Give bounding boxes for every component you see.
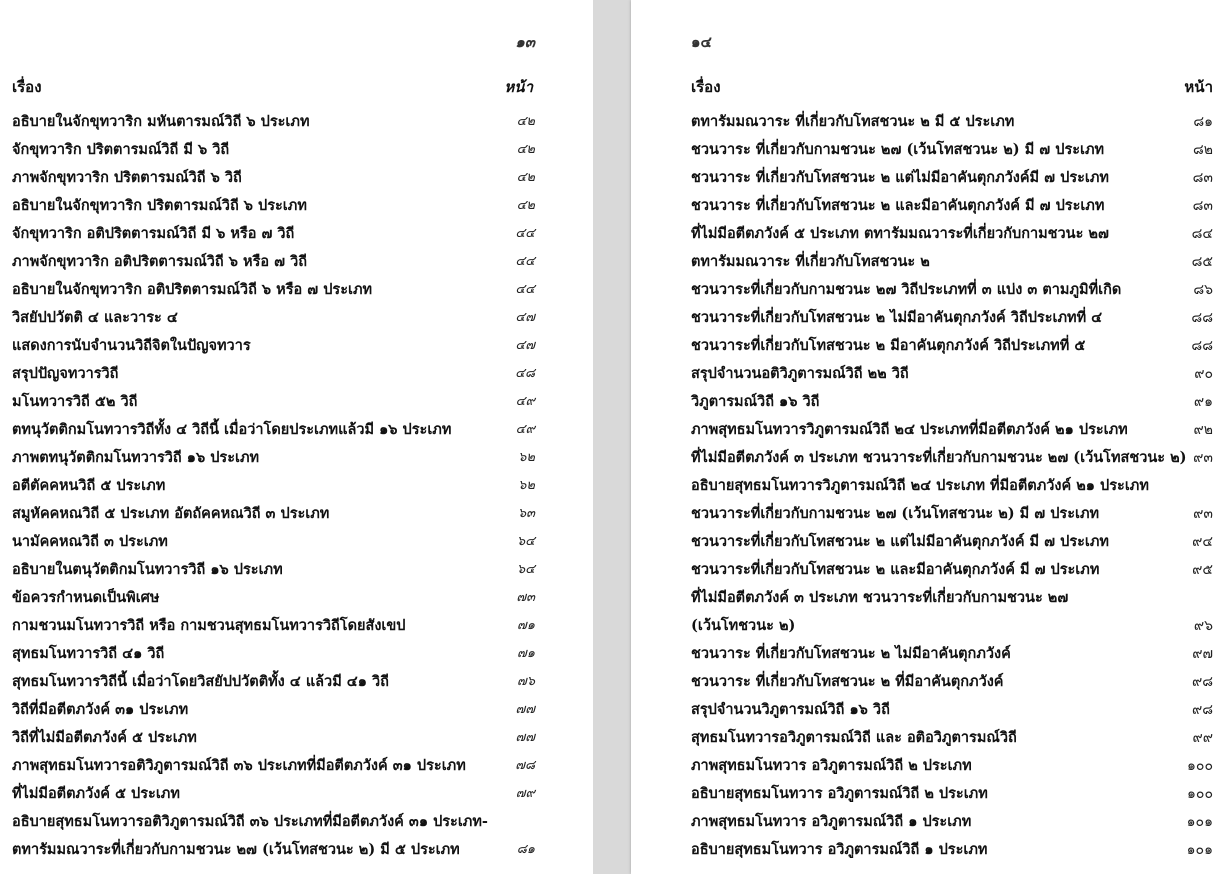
entry-title: ภาพสุทธมโนทวารอติวิภูตารมณ์วิถี ๓๖ ประเภทที่มีอตีตภวังค์ ๓๑ ประเภท — [12, 757, 466, 774]
toc-entry — [0, 502, 593, 530]
entry-page-number: ๘๓ — [1192, 198, 1213, 214]
entry-page-number: ๗๘ — [515, 758, 535, 773]
entry-page-number: ๗๖ — [516, 674, 535, 689]
entry-page-number: ๑๐๐ — [1187, 758, 1213, 774]
entry-page-number: ๙๔ — [1192, 534, 1213, 550]
toc-entry — [631, 278, 1225, 306]
toc-entry — [631, 166, 1225, 194]
entry-title: อธิบายในตนุวัตติกมโนทวารวิถี ๑๖ ประเภท — [12, 561, 283, 578]
toc-entry — [0, 390, 593, 418]
entry-title: ข้อควรกำหนดเป็นพิเศษ — [12, 589, 160, 606]
entry-page-number: ๖๔ — [516, 534, 535, 549]
entry-page-number: ๘๑ — [1193, 114, 1213, 130]
toc-entry — [0, 166, 593, 194]
entry-title: ตทารัมมณวาระ ที่เกี่ยวกับโทสชวนะ ๒ — [691, 253, 930, 270]
entry-page-number: ๘๘ — [1191, 338, 1213, 354]
entry-title: ตทารัมมณวาระที่เกี่ยวกับกามชวนะ ๒๗ (เว้นโทสชวนะ ๒) มี ๕ ประเภท — [12, 841, 460, 858]
toc-entry — [631, 446, 1225, 474]
entry-page-number: ๔๒ — [516, 198, 535, 213]
toc-entry — [0, 586, 593, 614]
entry-title: ชวนวาระ ที่เกี่ยวกับโทสชวนะ ๒ แต่ไม่มีอาคันตุกภวังค์มี ๗ ประเภท — [691, 169, 1109, 186]
page-number: ๑๓ — [515, 33, 535, 51]
entry-page-number: ๙๓ — [1193, 450, 1213, 466]
entry-page-number: ๔๙ — [515, 394, 535, 409]
entry-title: (เว้นโทชวนะ ๒) — [691, 617, 796, 634]
left-page — [0, 0, 593, 874]
toc-entry — [0, 362, 593, 390]
entry-page-number: ๙๐ — [1194, 366, 1213, 382]
entry-title: จักขุทวาริก อติปริตตารมณ์วิถี มี ๖ หรือ ๗ วิถี — [12, 225, 295, 242]
entry-page-number: ๔๔ — [515, 226, 535, 241]
entry-title: ที่ไม่มีอตีตภวังค์ ๓ ประเภท ชวนวาระที่เกี่ยวกับกามชวนะ ๒๗ — [691, 589, 1069, 606]
toc-entry — [631, 726, 1225, 754]
entry-page-number: ๔๙ — [515, 422, 535, 437]
entry-page-number: ๑๐๐ — [1187, 786, 1213, 802]
toc-entry — [631, 334, 1225, 362]
entry-title: ภาพสุทธมโนทวาร อวิภูตารมณ์วิถี ๒ ประเภท — [691, 757, 972, 774]
toc-entry — [0, 530, 593, 558]
entry-page-number: ๑๐๑ — [1186, 842, 1213, 858]
toc-entry — [0, 670, 593, 698]
toc-entry — [631, 614, 1225, 642]
toc-entry — [631, 502, 1225, 530]
entry-title: ชวนวาระ ที่เกี่ยวกับโทสชวนะ ๒ ที่มีอาคันตุกภวังค์ — [691, 673, 1004, 690]
toc-entry — [0, 754, 593, 782]
toc-header — [0, 75, 593, 99]
entry-page-number: ๘๘ — [1191, 310, 1213, 326]
entry-title: นามัคคหณวิถี ๓ ประเภท — [12, 533, 168, 550]
entry-page-number: ๙๑ — [1193, 394, 1213, 410]
entry-page-number: ๘๒ — [1192, 142, 1213, 158]
entry-title: ชวนวาระ ที่เกี่ยวกับกามชวนะ ๒๗ (เว้นโทสชวนะ ๒) มี ๗ ประเภท — [691, 141, 1105, 158]
toc-entry — [0, 614, 593, 642]
toc-entry — [0, 418, 593, 446]
entry-title: สรุปจำนวนอติวิภูตารมณ์วิถี ๒๒ วิถี — [691, 365, 909, 382]
toc-entry — [0, 138, 593, 166]
entry-title: ชวนวาระ ที่เกี่ยวกับโทสชวนะ ๒ ไม่มีอาคันตุกภวังค์ — [691, 645, 1011, 662]
entry-page-number: ๙๒ — [1193, 422, 1213, 438]
entry-title: ภาพสุทธมโนทวารวิภูตารมณ์วิถี ๒๔ ประเภทที่มีอตีตภวังค์ ๒๑ ประเภท — [691, 421, 1128, 438]
toc-entry — [631, 194, 1225, 222]
toc-entry — [0, 222, 593, 250]
toc-entry — [0, 810, 593, 838]
entry-title: ตทารัมมณวาระ ที่เกี่ยวกับโทสชวนะ ๒ มี ๕ ประเภท — [691, 113, 1015, 130]
toc-entry — [0, 110, 593, 138]
entry-title: สรุปจำนวนวิภูตารมณ์วิถี ๑๖ วิถี — [691, 701, 890, 718]
toc-entry — [0, 726, 593, 754]
entry-page-number: ๘๔ — [1191, 226, 1213, 242]
toc-header — [631, 75, 1225, 99]
entry-title: ตทนุวัตติกมโนทวารวิถีทั้ง ๔ วิถีนี้ เมื่อว่าโดยประเภทแล้วมี ๑๖ ประเภท — [12, 421, 452, 438]
toc-entry — [0, 698, 593, 726]
entry-page-number: ๙๙ — [1192, 730, 1213, 746]
toc-entry — [631, 222, 1225, 250]
entry-page-number: ๔๘ — [515, 366, 535, 381]
toc-entry — [0, 278, 593, 306]
entry-title: ที่ไม่มีอตีตภวังค์ ๕ ประเภท — [12, 785, 180, 802]
entry-page-number: ๔๔ — [515, 282, 535, 297]
entry-page-number: ๖๒ — [518, 450, 535, 465]
toc-entry — [0, 642, 593, 670]
entry-page-number: ๔๗ — [515, 310, 535, 325]
toc-entry — [631, 810, 1225, 838]
toc-entry — [0, 446, 593, 474]
toc-entry — [0, 782, 593, 810]
entry-title: ภาพสุทธมโนทวาร อวิภูตารมณ์วิถี ๑ ประเภท — [691, 813, 972, 830]
entry-title: อธิบายในจักขุทวาริก ปริตตารมณ์วิถี ๖ ประเภท — [12, 197, 307, 214]
entry-title: อธิบายสุทธมโนทวารอติวิภูตารมณ์วิถี ๓๖ ประเภทที่มีอตีตภวังค์ ๓๑ ประเภท- — [12, 813, 488, 830]
entry-title: สุทธมโนทวารอวิภูตารมณ์วิถี และ อติอวิภูตารมณ์วิถี — [691, 729, 1017, 746]
header-title: เรื่อง — [12, 78, 42, 96]
entry-page-number: ๔๔ — [515, 254, 535, 269]
entry-title: ชวนวาระที่เกี่ยวกับกามชวนะ ๒๗ (เว้นโทสชวนะ ๒) มี ๗ ประเภท — [691, 505, 1100, 522]
entry-page-number: ๗๗ — [515, 702, 535, 717]
entry-page-number: ๗๙ — [515, 786, 535, 801]
entry-title: วิภูตารมณ์วิถี ๑๖ วิถี — [691, 393, 820, 410]
entry-title: อธิบายในจักขุทวาริก มหันตารมณ์วิถี ๖ ประเภท — [12, 113, 310, 130]
entry-page-number: ๙๘ — [1191, 702, 1213, 718]
toc-entry — [631, 782, 1225, 810]
toc-list — [0, 110, 593, 866]
right-page — [631, 0, 1225, 874]
entry-title: ชวนวาระที่เกี่ยวกับโทสชวนะ ๒ ไม่มีอาคันตุกภวังค์ วิถีประเภทที่ ๔ — [691, 309, 1103, 326]
toc-entry — [631, 586, 1225, 614]
toc-entry — [631, 110, 1225, 138]
entry-page-number: ๘๓ — [1192, 170, 1213, 186]
toc-entry — [0, 250, 593, 278]
page-gutter — [593, 0, 631, 874]
entry-page-number: ๗๑ — [516, 646, 535, 661]
entry-page-number: ๙๓ — [1193, 506, 1213, 522]
entry-page-number: ๙๖ — [1193, 618, 1213, 634]
toc-entry — [0, 558, 593, 586]
entry-title: ภาพจักขุทวาริก อติปริตตารมณ์วิถี ๖ หรือ ๗ วิถี — [12, 253, 307, 270]
entry-title: วิสยัปปวัตติ ๔ และวาระ ๔ — [12, 309, 178, 326]
header-page-label: หน้า — [1184, 78, 1213, 96]
entry-page-number: ๗๓ — [516, 590, 535, 605]
entry-title: สรุปปัญจทวารวิถี — [12, 365, 119, 382]
page-number: ๑๔ — [691, 33, 712, 51]
entry-title: ภาพตทนุวัตติกมโนทวารวิถี ๑๖ ประเภท — [12, 449, 260, 466]
entry-title: แสดงการนับจำนวนวิถีจิตในปัญจทวาร — [12, 337, 251, 354]
toc-entry — [0, 474, 593, 502]
entry-title: ที่ไม่มีอตีตภวังค์ ๕ ประเภท ตทารัมมณวาระที่เกี่ยวกับกามชวนะ ๒๗ — [691, 225, 1109, 242]
entry-page-number: ๙๕ — [1192, 562, 1213, 578]
toc-entry — [631, 698, 1225, 726]
entry-page-number: ๙๗ — [1192, 646, 1213, 662]
toc-entry — [631, 530, 1225, 558]
entry-page-number: ๖๔ — [516, 562, 535, 577]
entry-title: กามชวนมโนทวารวิถี หรือ กามชวนสุทธมโนทวารวิถีโดยสังเขป — [12, 617, 406, 634]
toc-entry — [631, 362, 1225, 390]
entry-title: สุทธมโนทวารวิถีนี้ เมื่อว่าโดยวิสยัปปวัตติทั้ง ๔ แล้วมี ๔๑ วิถี — [12, 673, 389, 690]
toc-entry — [631, 474, 1225, 502]
entry-title: วิถีที่มีอตีตภวังค์ ๓๑ ประเภท — [12, 701, 189, 718]
entry-title: สมูหัคคหณวิถี ๕ ประเภท อัตถัคคหณวิถี ๓ ประเภท — [12, 505, 330, 522]
toc-list — [631, 110, 1225, 866]
toc-entry — [0, 334, 593, 362]
entry-page-number: ๗๑ — [516, 618, 535, 633]
toc-entry — [631, 670, 1225, 698]
entry-title: อธิบายสุทธมโนทวารวิภูตารมณ์วิถี ๒๔ ประเภท ที่มีอตีตภวังค์ ๒๑ ประเภท — [691, 477, 1149, 494]
entry-page-number: ๑๐๑ — [1186, 814, 1213, 830]
entry-page-number: ๔๒ — [516, 170, 535, 185]
toc-entry — [631, 838, 1225, 866]
entry-title: อธิบายในจักขุทวาริก อติปริตตารมณ์วิถี ๖ หรือ ๗ ประเภท — [12, 281, 373, 298]
entry-page-number: ๔๗ — [515, 338, 535, 353]
toc-entry — [631, 250, 1225, 278]
entry-title: อธิบายสุทธมโนทวาร อวิภูตารมณ์วิถี ๑ ประเภท — [691, 841, 988, 858]
toc-entry — [0, 838, 593, 866]
entry-page-number: ๘๖ — [1193, 282, 1213, 298]
entry-title: ชวนวาระ ที่เกี่ยวกับโทสชวนะ ๒ และมีอาคันตุกภวังค์ มี ๗ ประเภท — [691, 197, 1105, 214]
entry-page-number: ๙๘ — [1191, 674, 1213, 690]
entry-title: ชวนวาระที่เกี่ยวกับโทสชวนะ ๒ และมีอาคันตุกภวังค์ มี ๗ ประเภท — [691, 561, 1100, 578]
entry-page-number: ๗๗ — [515, 730, 535, 745]
toc-entry — [631, 390, 1225, 418]
entry-page-number: ๘๑ — [516, 842, 535, 857]
entry-page-number: ๔๒ — [516, 142, 535, 157]
entry-title: สุทธมโนทวารวิถี ๔๑ วิถี — [12, 645, 165, 662]
header-title: เรื่อง — [691, 78, 721, 96]
entry-page-number: ๖๓ — [517, 506, 535, 521]
entry-page-number: ๔๒ — [516, 114, 535, 129]
toc-entry — [631, 558, 1225, 586]
entry-page-number: ๘๕ — [1191, 254, 1213, 270]
entry-title: อธิบายสุทธมโนทวาร อวิภูตารมณ์วิถี ๒ ประเภท — [691, 785, 988, 802]
toc-entry — [631, 418, 1225, 446]
entry-page-number: ๖๒ — [518, 478, 535, 493]
entry-title: วิถีที่ไม่มีอตีตภวังค์ ๕ ประเภท — [12, 729, 197, 746]
entry-title: ภาพจักขุทวาริก ปริตตารมณ์วิถี ๖ วิถี — [12, 169, 242, 186]
header-page-label: หน้า — [504, 78, 533, 96]
entry-title: ชวนวาระที่เกี่ยวกับโทสชวนะ ๒ มีอาคันตุกภวังค์ วิถีประเภทที่ ๕ — [691, 337, 1086, 354]
entry-title: มโนทวารวิถี ๕๒ วิถี — [12, 393, 138, 410]
toc-entry — [0, 194, 593, 222]
entry-title: ชวนวาระที่เกี่ยวกับโทสชวนะ ๒ แต่ไม่มีอาคันตุกภวังค์ มี ๗ ประเภท — [691, 533, 1109, 550]
toc-entry — [631, 754, 1225, 782]
toc-entry — [631, 642, 1225, 670]
entry-title: อตีตัคคหนวิถี ๕ ประเภท — [12, 477, 166, 494]
toc-entry — [631, 306, 1225, 334]
entry-title: ชวนวาระที่เกี่ยวกับกามชวนะ ๒๗ วิถีประเภทที่ ๓ แบ่ง ๓ ตามภูมิที่เกิด — [691, 281, 1122, 298]
entry-title: ที่ไม่มีอตีตภวังค์ ๓ ประเภท ชวนวาระที่เกี่ยวกับกามชวนะ ๒๗ (เว้นโทสชวนะ ๒) — [691, 449, 1187, 466]
entry-title: จักขุทวาริก ปริตตารมณ์วิถี มี ๖ วิถี — [12, 141, 230, 158]
toc-entry — [631, 138, 1225, 166]
toc-entry — [0, 306, 593, 334]
